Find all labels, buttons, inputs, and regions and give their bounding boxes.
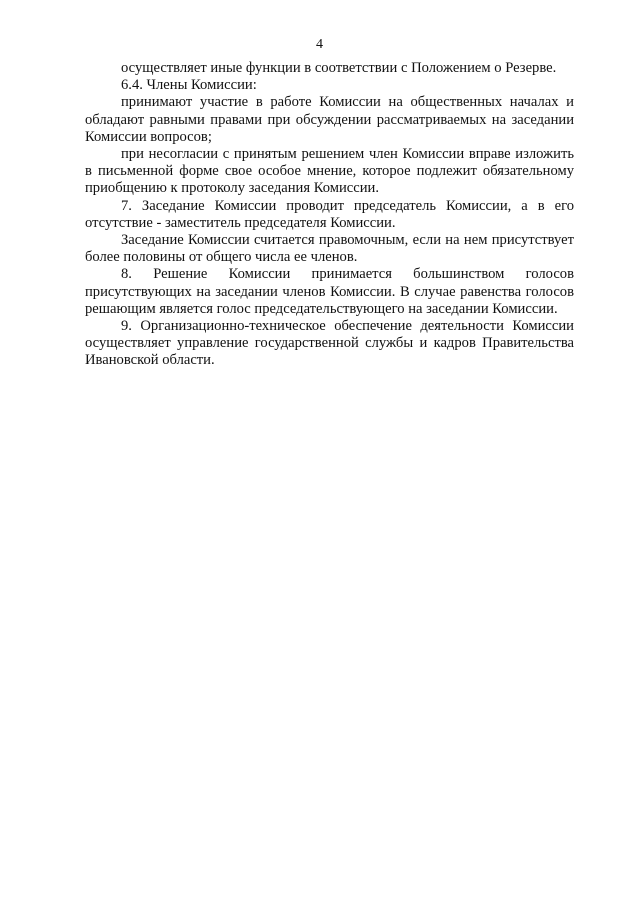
paragraph-decision: 8. Решение Комиссии принимается большинством голосов присутствующих на заседании членов Комиссии. В случае равенства голосов решающим является голос председательствующего на заседании Комиссии. [85,266,574,317]
paragraph-support: 9. Организационно-техническое обеспечение деятельности Комиссии осуществляет управление государственной службы и кадров Правительства Ивановской области. [85,318,574,369]
paragraph-members-heading: 6.4. Члены Комиссии: [121,77,257,94]
document-body [85,60,574,370]
paragraph-members-dissent: при несогласии с принятым решением член Комиссии вправе изложить в письменной форме свое особое мнение, которое подлежит обязательному приобщению к протоколу заседания Комиссии. [85,146,574,197]
page-number: 4 [316,37,323,52]
paragraph-members-participation: принимают участие в работе Комиссии на общественных началах и обладают равными правами при обсуждении рассматриваемых на заседании Комиссии вопросов; [85,94,574,145]
paragraph-meeting-chair: 7. Заседание Комиссии проводит председатель Комиссии, а в его отсутствие - заместитель председателя Комиссии. [85,197,574,231]
paragraph-other-functions: осуществляет иные функции в соответствии с Положением о Резерве. [121,60,557,76]
paragraph-quorum: Заседание Комиссии считается правомочным, если на нем присутствует более половины от общего числа ее членов. [85,232,574,266]
